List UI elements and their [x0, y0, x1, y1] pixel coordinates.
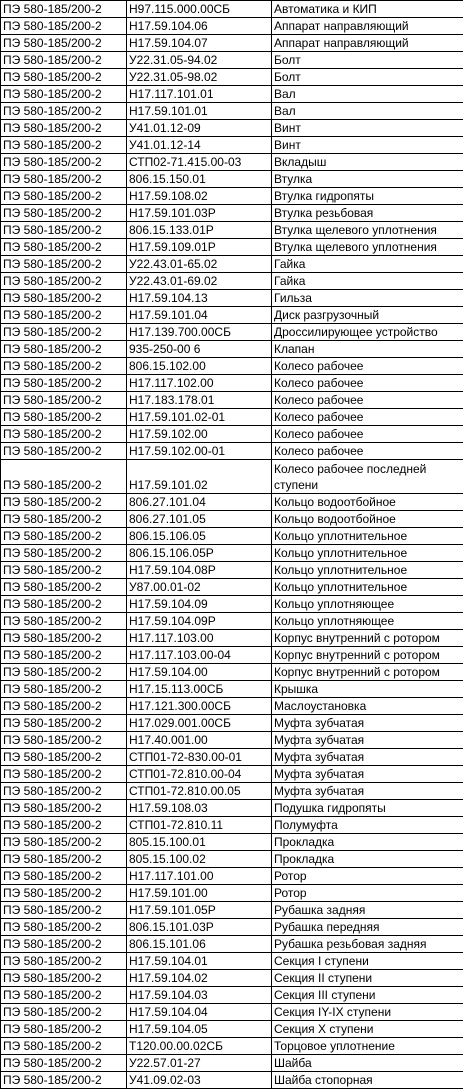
table-row	[1, 273, 463, 290]
cell-code[interactable]: СТП01-72.810.11	[127, 817, 272, 834]
cell-name[interactable]: Болт	[272, 69, 463, 86]
cell-model[interactable]: ПЭ 580-185/200-2	[1, 936, 127, 953]
cell-name[interactable]: Болт	[272, 52, 463, 69]
table-row	[1, 120, 463, 137]
cell-model[interactable]: ПЭ 580-185/200-2	[1, 494, 127, 511]
cell-model[interactable]: ПЭ 580-185/200-2	[1, 409, 127, 426]
cell-code[interactable]: 806.15.102.00	[127, 358, 272, 375]
cell-model[interactable]: ПЭ 580-185/200-2	[1, 392, 127, 409]
cell-code[interactable]: Н17.59.104.09Р	[127, 613, 272, 630]
cell-name[interactable]: Винт	[272, 137, 463, 154]
cell-model[interactable]: ПЭ 580-185/200-2	[1, 188, 127, 205]
cell-code[interactable]: Н17.59.104.09	[127, 596, 272, 613]
table-row	[1, 545, 463, 562]
cell-code[interactable]: У22.57.01-27	[127, 1055, 272, 1072]
table-row	[1, 885, 463, 902]
cell-model[interactable]: ПЭ 580-185/200-2	[1, 239, 127, 256]
table-row	[1, 358, 463, 375]
table-row	[1, 1, 463, 18]
cell-name[interactable]: Автоматика и КИП	[272, 1, 463, 18]
cell-code[interactable]: 806.15.101.03Р	[127, 919, 272, 936]
cell-code[interactable]: Т120.00.00.02СБ	[127, 1038, 272, 1055]
cell-name[interactable]: Корпус внутренний с ротором	[272, 647, 463, 664]
cell-code[interactable]: Н17.117.103.00	[127, 630, 272, 647]
cell-code[interactable]: Н17.40.001.00	[127, 732, 272, 749]
cell-name[interactable]: Муфта зубчатая	[272, 783, 463, 800]
table-row	[1, 613, 463, 630]
cell-model[interactable]: ПЭ 580-185/200-2	[1, 290, 127, 307]
cell-model[interactable]: ПЭ 580-185/200-2	[1, 749, 127, 766]
table-row	[1, 851, 463, 868]
cell-name[interactable]: Втулка гидропяты	[272, 188, 463, 205]
cell-name[interactable]: Кольцо водоотбойное	[272, 511, 463, 528]
cell-name[interactable]: Прокладка	[272, 851, 463, 868]
table-row	[1, 987, 463, 1004]
cell-code[interactable]: Н17.139.700.00СБ	[127, 324, 272, 341]
table-row	[1, 256, 463, 273]
table-row	[1, 919, 463, 936]
table-row	[1, 154, 463, 171]
cell-code[interactable]: 806.15.106.05Р	[127, 545, 272, 562]
cell-name[interactable]: Кольцо водоотбойное	[272, 494, 463, 511]
cell-model[interactable]: ПЭ 580-185/200-2	[1, 596, 127, 613]
cell-code[interactable]: Н17.59.104.08Р	[127, 562, 272, 579]
cell-code[interactable]: Н17.59.104.04	[127, 1004, 272, 1021]
cell-name[interactable]: Корпус внутренний с ротором	[272, 630, 463, 647]
cell-code[interactable]: У22.43.01-65.02	[127, 256, 272, 273]
cell-model[interactable]: ПЭ 580-185/200-2	[1, 851, 127, 868]
cell-code[interactable]: Н17.183.178.01	[127, 392, 272, 409]
table-row	[1, 35, 463, 52]
cell-name[interactable]: Секция III ступени	[272, 987, 463, 1004]
table-row	[1, 783, 463, 800]
table-row	[1, 630, 463, 647]
table-row	[1, 1055, 463, 1072]
cell-code[interactable]: Н17.59.101.03Р	[127, 205, 272, 222]
cell-code[interactable]: 806.15.106.05	[127, 528, 272, 545]
cell-code[interactable]: Н17.59.104.01	[127, 953, 272, 970]
table-row	[1, 749, 463, 766]
cell-code[interactable]: СТП01-72.810.00.05	[127, 783, 272, 800]
cell-code[interactable]: Н17.117.102.00	[127, 375, 272, 392]
cell-code[interactable]: Н17.59.101.05Р	[127, 902, 272, 919]
cell-model[interactable]: ПЭ 580-185/200-2	[1, 443, 127, 460]
cell-code[interactable]: Н17.59.104.07	[127, 35, 272, 52]
cell-name[interactable]: Колесо рабочее	[272, 443, 463, 460]
cell-name[interactable]: Секция II ступени	[272, 970, 463, 987]
cell-code[interactable]: СТП01-72.810.00-04	[127, 766, 272, 783]
cell-model[interactable]: ПЭ 580-185/200-2	[1, 35, 127, 52]
table-row	[1, 426, 463, 443]
parts-table-body	[1, 1, 463, 1089]
cell-model[interactable]: ПЭ 580-185/200-2	[1, 222, 127, 239]
cell-name[interactable]: Аппарат направляющий	[272, 18, 463, 35]
table-row	[1, 834, 463, 851]
table-row	[1, 409, 463, 426]
cell-model[interactable]: ПЭ 580-185/200-2	[1, 86, 127, 103]
table-row	[1, 936, 463, 953]
table-row	[1, 18, 463, 35]
cell-name[interactable]: Кольцо уплотнительное	[272, 545, 463, 562]
cell-model[interactable]: ПЭ 580-185/200-2	[1, 154, 127, 171]
cell-name[interactable]: Вал	[272, 103, 463, 120]
cell-code[interactable]: СТП02-71.415.00-03	[127, 154, 272, 171]
table-row	[1, 341, 463, 358]
cell-model[interactable]: ПЭ 580-185/200-2	[1, 834, 127, 851]
cell-name[interactable]: Винт	[272, 120, 463, 137]
cell-code[interactable]: 806.15.133.01Р	[127, 222, 272, 239]
cell-name[interactable]: Кольцо уплотняющее	[272, 613, 463, 630]
cell-model[interactable]: ПЭ 580-185/200-2	[1, 1021, 127, 1038]
cell-name[interactable]: Вкладыш	[272, 154, 463, 171]
cell-name[interactable]: Гильза	[272, 290, 463, 307]
table-row	[1, 579, 463, 596]
cell-model[interactable]: ПЭ 580-185/200-2	[1, 1004, 127, 1021]
table-row	[1, 222, 463, 239]
cell-model[interactable]: ПЭ 580-185/200-2	[1, 885, 127, 902]
table-row	[1, 290, 463, 307]
cell-name[interactable]: Втулка щелевого уплотнения	[272, 222, 463, 239]
cell-name[interactable]: Колесо рабочее	[272, 426, 463, 443]
cell-name[interactable]: Секция X ступени	[272, 1021, 463, 1038]
table-row	[1, 137, 463, 154]
cell-code[interactable]: У41.01.12-09	[127, 120, 272, 137]
cell-code[interactable]: Н17.121.300.00СБ	[127, 698, 272, 715]
cell-name[interactable]: Диск разгрузочный	[272, 307, 463, 324]
cell-code[interactable]: Н17.59.101.01	[127, 103, 272, 120]
cell-code[interactable]: 806.27.101.05	[127, 511, 272, 528]
table-row	[1, 205, 463, 222]
table-row	[1, 324, 463, 341]
table-row	[1, 1038, 463, 1055]
cell-name[interactable]: Кольцо уплотняющее	[272, 596, 463, 613]
cell-model[interactable]: ПЭ 580-185/200-2	[1, 375, 127, 392]
cell-name[interactable]: Корпус внутренний с ротором	[272, 664, 463, 681]
cell-name[interactable]: Колесо рабочее последней ступени	[272, 460, 463, 494]
cell-code[interactable]: 805.15.100.02	[127, 851, 272, 868]
table-row	[1, 715, 463, 732]
table-row	[1, 375, 463, 392]
cell-name[interactable]: Шайба	[272, 1055, 463, 1072]
cell-name[interactable]: Кольцо уплотнительное	[272, 579, 463, 596]
cell-code[interactable]: Н17.59.104.06	[127, 18, 272, 35]
cell-code[interactable]: Н17.15.113.00СБ	[127, 681, 272, 698]
cell-name[interactable]: Аппарат направляющий	[272, 35, 463, 52]
cell-model[interactable]: ПЭ 580-185/200-2	[1, 426, 127, 443]
cell-model[interactable]: ПЭ 580-185/200-2	[1, 1038, 127, 1055]
cell-code[interactable]: У41.09.02-03	[127, 1072, 272, 1089]
cell-name[interactable]: Клапан	[272, 341, 463, 358]
cell-name[interactable]: Рубашка задняя	[272, 902, 463, 919]
table-row	[1, 511, 463, 528]
cell-code[interactable]: Н17.59.108.02	[127, 188, 272, 205]
cell-name[interactable]: Муфта зубчатая	[272, 732, 463, 749]
cell-code[interactable]: Н17.59.104.13	[127, 290, 272, 307]
cell-code[interactable]: Н17.59.104.00	[127, 664, 272, 681]
cell-code[interactable]: У22.43.01-69.02	[127, 273, 272, 290]
cell-model[interactable]: ПЭ 580-185/200-2	[1, 511, 127, 528]
cell-model[interactable]: ПЭ 580-185/200-2	[1, 137, 127, 154]
cell-name[interactable]: Муфта зубчатая	[272, 749, 463, 766]
table-row	[1, 647, 463, 664]
table-row	[1, 953, 463, 970]
cell-code[interactable]: У22.31.05-98.02	[127, 69, 272, 86]
cell-code[interactable]: Н97.115.000.00СБ	[127, 1, 272, 18]
cell-code[interactable]: Н17.59.101.00	[127, 885, 272, 902]
cell-code[interactable]: Н17.59.109.01Р	[127, 239, 272, 256]
cell-code[interactable]: Н17.59.101.02	[127, 460, 272, 494]
cell-model[interactable]: ПЭ 580-185/200-2	[1, 1055, 127, 1072]
cell-model[interactable]: ПЭ 580-185/200-2	[1, 987, 127, 1004]
cell-name[interactable]: Колесо рабочее	[272, 392, 463, 409]
cell-name[interactable]: Рубашка передняя	[272, 919, 463, 936]
table-row	[1, 52, 463, 69]
table-row	[1, 494, 463, 511]
cell-code[interactable]: СТП01-72-830.00-01	[127, 749, 272, 766]
cell-name[interactable]: Муфта зубчатая	[272, 766, 463, 783]
table-row	[1, 681, 463, 698]
cell-code[interactable]: Н17.029.001.00СБ	[127, 715, 272, 732]
cell-model[interactable]: ПЭ 580-185/200-2	[1, 902, 127, 919]
cell-code[interactable]: 806.15.150.01	[127, 171, 272, 188]
cell-model[interactable]: ПЭ 580-185/200-2	[1, 341, 127, 358]
table-row	[1, 970, 463, 987]
cell-name[interactable]: Ротор	[272, 868, 463, 885]
cell-name[interactable]: Кольцо уплотнительное	[272, 562, 463, 579]
table-row	[1, 902, 463, 919]
cell-model[interactable]: ПЭ 580-185/200-2	[1, 953, 127, 970]
cell-name[interactable]: Крышка	[272, 681, 463, 698]
cell-name[interactable]: Муфта зубчатая	[272, 715, 463, 732]
cell-name[interactable]: Втулка	[272, 171, 463, 188]
table-row	[1, 817, 463, 834]
cell-name[interactable]: Втулка щелевого уплотнения	[272, 239, 463, 256]
cell-model[interactable]: ПЭ 580-185/200-2	[1, 698, 127, 715]
cell-code[interactable]: Н17.59.101.02-01	[127, 409, 272, 426]
cell-model[interactable]: ПЭ 580-185/200-2	[1, 307, 127, 324]
cell-model[interactable]: ПЭ 580-185/200-2	[1, 69, 127, 86]
table-row	[1, 1021, 463, 1038]
table-row	[1, 443, 463, 460]
cell-code[interactable]: Н17.59.102.00	[127, 426, 272, 443]
cell-code[interactable]: Н17.59.102.00-01	[127, 443, 272, 460]
cell-code[interactable]: Н17.59.104.05	[127, 1021, 272, 1038]
cell-model[interactable]: ПЭ 580-185/200-2	[1, 52, 127, 69]
cell-code[interactable]: У41.01.12-14	[127, 137, 272, 154]
cell-name[interactable]: Колесо рабочее	[272, 375, 463, 392]
table-row	[1, 698, 463, 715]
cell-code[interactable]: Н17.59.101.04	[127, 307, 272, 324]
cell-model[interactable]: ПЭ 580-185/200-2	[1, 681, 127, 698]
cell-model[interactable]: ПЭ 580-185/200-2	[1, 256, 127, 273]
table-row	[1, 1072, 463, 1089]
cell-model[interactable]: ПЭ 580-185/200-2	[1, 715, 127, 732]
cell-code[interactable]: 805.15.100.01	[127, 834, 272, 851]
table-row	[1, 460, 463, 494]
cell-model[interactable]: ПЭ 580-185/200-2	[1, 868, 127, 885]
cell-name[interactable]: Кольцо уплотнительное	[272, 528, 463, 545]
table-row	[1, 171, 463, 188]
cell-model[interactable]: ПЭ 580-185/200-2	[1, 358, 127, 375]
cell-model[interactable]: ПЭ 580-185/200-2	[1, 120, 127, 137]
cell-model[interactable]: ПЭ 580-185/200-2	[1, 732, 127, 749]
cell-code[interactable]: 806.15.101.06	[127, 936, 272, 953]
cell-model[interactable]: ПЭ 580-185/200-2	[1, 460, 127, 494]
cell-code[interactable]: У22.31.05-94.02	[127, 52, 272, 69]
cell-model[interactable]: ПЭ 580-185/200-2	[1, 613, 127, 630]
cell-name[interactable]: Полумуфта	[272, 817, 463, 834]
cell-name[interactable]: Колесо рабочее	[272, 358, 463, 375]
cell-name[interactable]: Гайка	[272, 256, 463, 273]
cell-model[interactable]: ПЭ 580-185/200-2	[1, 528, 127, 545]
cell-name[interactable]: Вал	[272, 86, 463, 103]
table-row	[1, 562, 463, 579]
table-row	[1, 528, 463, 545]
cell-model[interactable]: ПЭ 580-185/200-2	[1, 800, 127, 817]
table-row	[1, 69, 463, 86]
cell-code[interactable]: Н17.59.104.02	[127, 970, 272, 987]
cell-code[interactable]: Н17.117.101.00	[127, 868, 272, 885]
table-row	[1, 664, 463, 681]
cell-model[interactable]: ПЭ 580-185/200-2	[1, 545, 127, 562]
cell-model[interactable]: ПЭ 580-185/200-2	[1, 273, 127, 290]
table-row	[1, 868, 463, 885]
cell-name[interactable]: Секция I ступени	[272, 953, 463, 970]
cell-model[interactable]: ПЭ 580-185/200-2	[1, 171, 127, 188]
cell-code[interactable]: Н17.59.104.03	[127, 987, 272, 1004]
cell-model[interactable]: ПЭ 580-185/200-2	[1, 783, 127, 800]
cell-name[interactable]: Колесо рабочее	[272, 409, 463, 426]
cell-name[interactable]: Прокладка	[272, 834, 463, 851]
cell-name[interactable]: Ротор	[272, 885, 463, 902]
table-row	[1, 103, 463, 120]
cell-name[interactable]: Рубашка резьбовая задняя	[272, 936, 463, 953]
cell-name[interactable]: Гайка	[272, 273, 463, 290]
cell-name[interactable]: Секция IY-IX ступени	[272, 1004, 463, 1021]
table-row	[1, 596, 463, 613]
cell-code[interactable]: Н17.117.101.01	[127, 86, 272, 103]
table-row	[1, 307, 463, 324]
cell-code[interactable]: 806.27.101.04	[127, 494, 272, 511]
cell-model[interactable]: ПЭ 580-185/200-2	[1, 647, 127, 664]
cell-name[interactable]: Торцовое уплотнение	[272, 1038, 463, 1055]
cell-name[interactable]: Подушка гидропяты	[272, 800, 463, 817]
table-row	[1, 800, 463, 817]
cell-model[interactable]: ПЭ 580-185/200-2	[1, 562, 127, 579]
cell-model[interactable]: ПЭ 580-185/200-2	[1, 1, 127, 18]
cell-model[interactable]: ПЭ 580-185/200-2	[1, 18, 127, 35]
cell-code[interactable]: У87.00.01-02	[127, 579, 272, 596]
table-row	[1, 392, 463, 409]
cell-code[interactable]: Н17.117.103.00-04	[127, 647, 272, 664]
cell-model[interactable]: ПЭ 580-185/200-2	[1, 324, 127, 341]
table-row	[1, 86, 463, 103]
cell-model[interactable]: ПЭ 580-185/200-2	[1, 630, 127, 647]
table-row	[1, 766, 463, 783]
cell-model[interactable]: ПЭ 580-185/200-2	[1, 103, 127, 120]
cell-model[interactable]: ПЭ 580-185/200-2	[1, 664, 127, 681]
cell-code[interactable]: Н17.59.108.03	[127, 800, 272, 817]
table-row	[1, 188, 463, 205]
cell-name[interactable]: Дроссилирующее устройство	[272, 324, 463, 341]
cell-model[interactable]: ПЭ 580-185/200-2	[1, 766, 127, 783]
cell-model[interactable]: ПЭ 580-185/200-2	[1, 205, 127, 222]
cell-model[interactable]: ПЭ 580-185/200-2	[1, 970, 127, 987]
cell-name[interactable]: Шайба стопорная	[272, 1072, 463, 1089]
cell-model[interactable]: ПЭ 580-185/200-2	[1, 919, 127, 936]
cell-name[interactable]: Втулка резьбовая	[272, 205, 463, 222]
cell-model[interactable]: ПЭ 580-185/200-2	[1, 579, 127, 596]
table-row	[1, 1004, 463, 1021]
table-row	[1, 732, 463, 749]
cell-name[interactable]: Маслоустановка	[272, 698, 463, 715]
cell-model[interactable]: ПЭ 580-185/200-2	[1, 817, 127, 834]
cell-code[interactable]: 935-250-00 6	[127, 341, 272, 358]
table-row	[1, 239, 463, 256]
cell-model[interactable]: ПЭ 580-185/200-2	[1, 1072, 127, 1089]
